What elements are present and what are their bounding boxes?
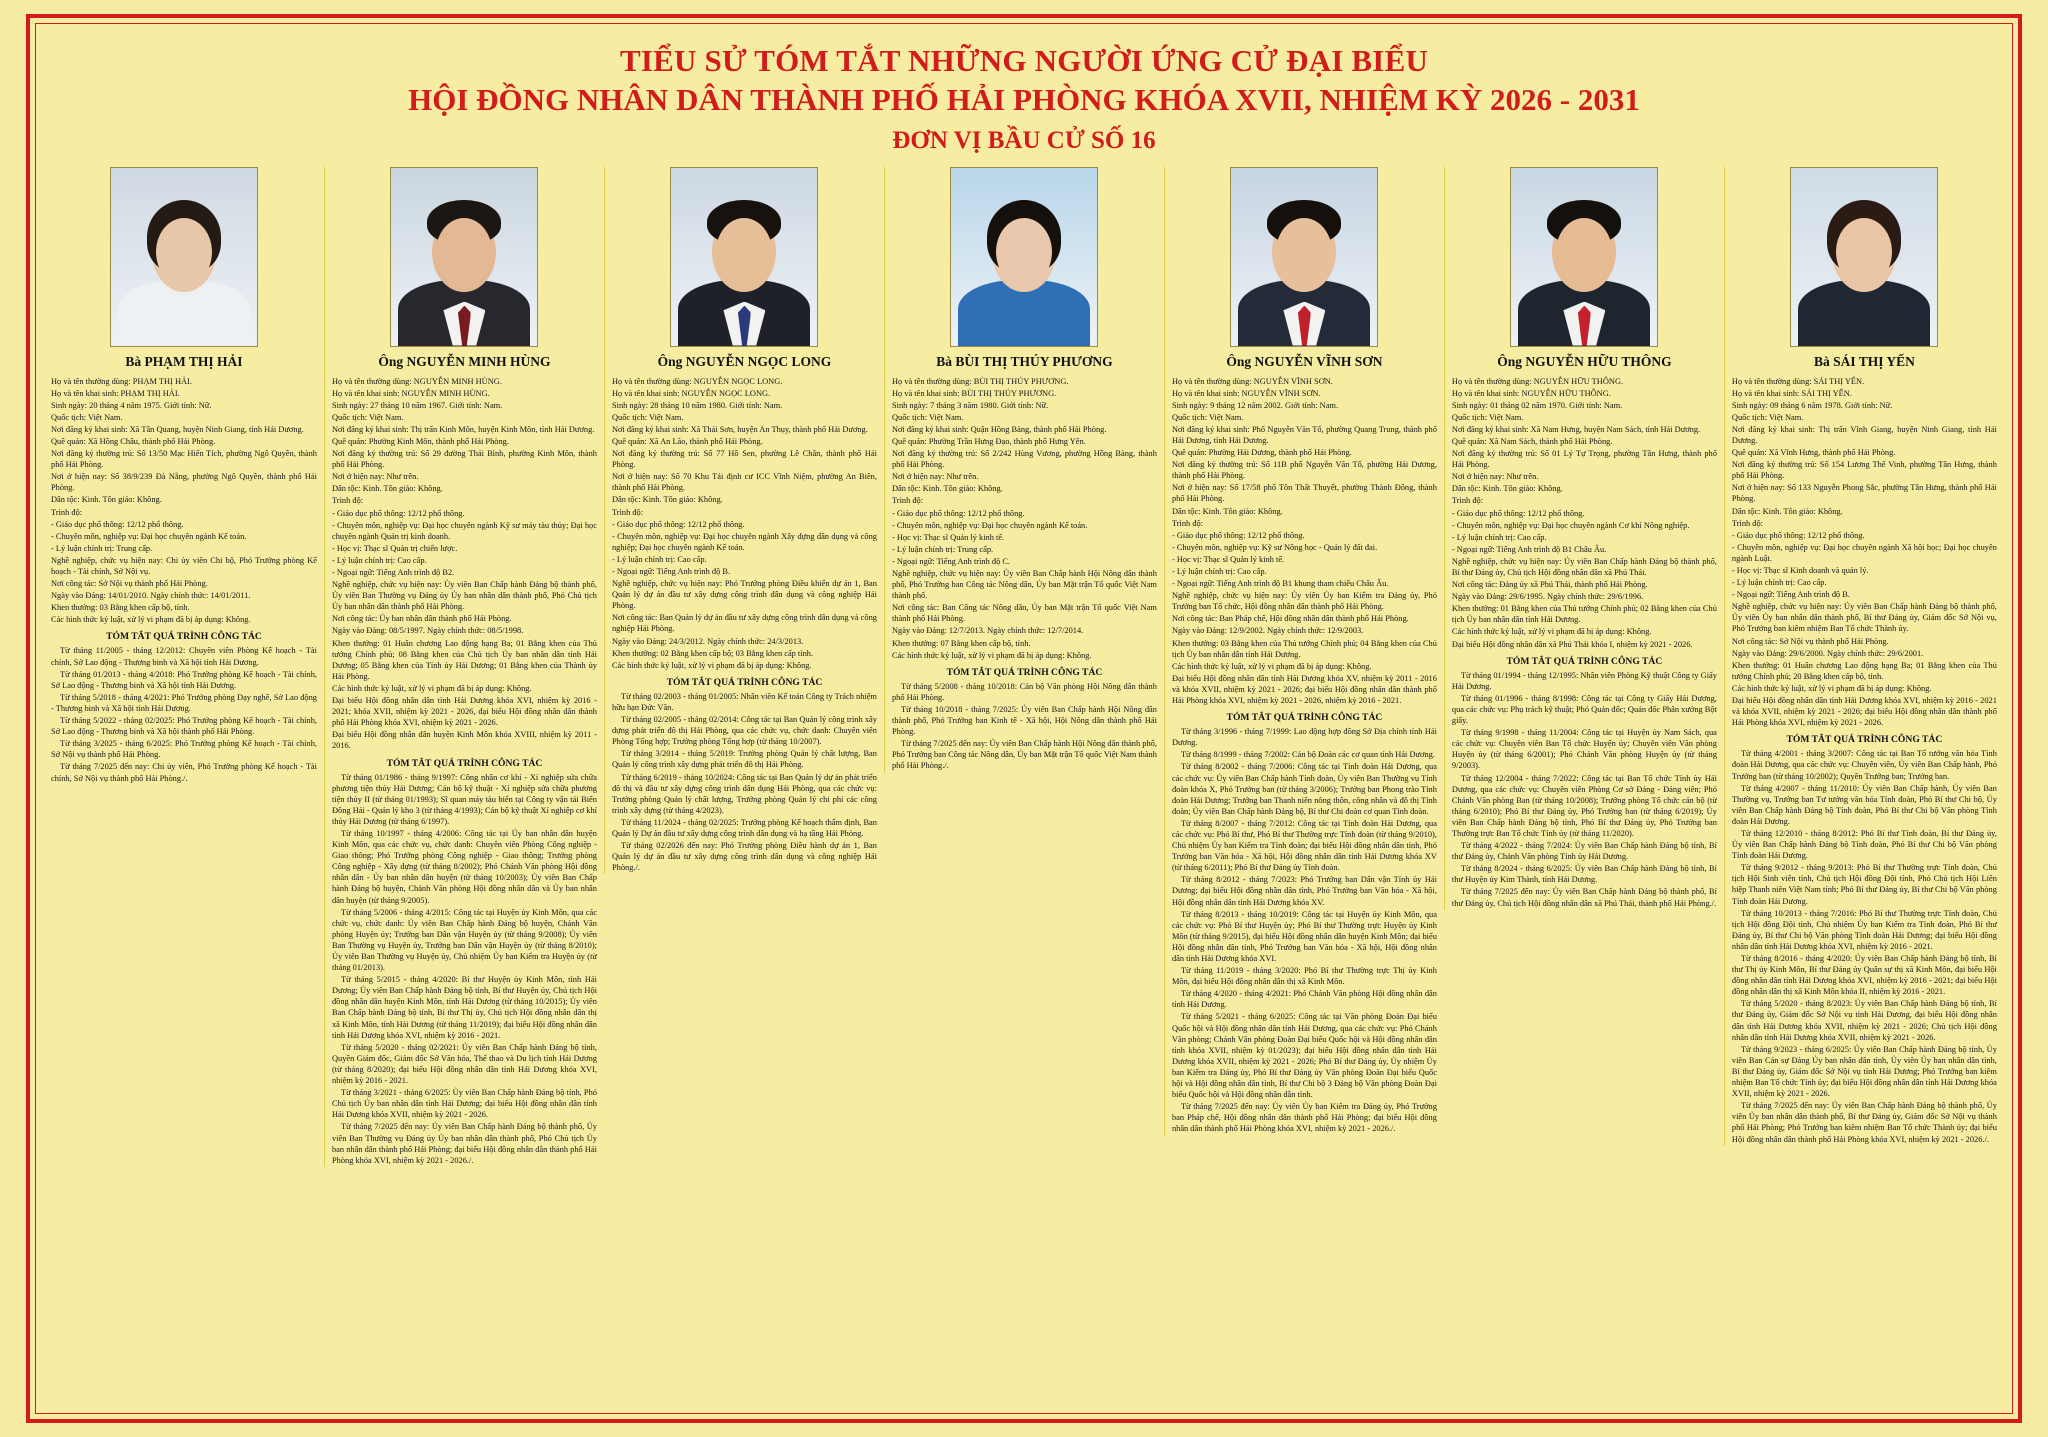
bio-line: - Chuyên môn, nghiệp vụ: Đại học chuyên ngành Kế toán. <box>51 531 247 541</box>
header-constituency: ĐƠN VỊ BẦU CỬ SỐ 16 <box>892 126 1156 154</box>
career-entry: Từ tháng 12/2010 - tháng 8/2012: Phó Bí thư Tỉnh đoàn, Bí thư Đảng ủy, Ủy viên Ban Chấp hành Đảng bộ Tỉnh đoàn, Phó Bí thư Chi bộ Văn phòng Tỉnh đoàn Hải Dương. <box>1731 828 1997 861</box>
bio-line: Nơi công tác: Ủy ban nhân dân thành phố Hải Phòng. <box>331 614 512 624</box>
candidate-bio <box>332 376 597 752</box>
bio-line: - Ngoại ngữ: Tiếng Anh trình độ B2. <box>331 568 455 577</box>
career-entry: Từ tháng 8/2012 - tháng 7/2023: Phó Trưởng ban Dân vận Tỉnh ủy Hải Dương; đại biểu Hội đồng nhân dân tỉnh, Phó Trưởng ban Văn hóa - Xã hội, Hội đồng nhân dân tỉnh Hải Dương khóa XV. <box>1171 875 1437 907</box>
bio-line: - Ngoại ngữ: Tiếng Anh trình độ B1 khung tham chiếu Châu Âu. <box>1171 579 1389 589</box>
bio-line: - Lý luận chính trị: Trung cấp. <box>51 543 153 553</box>
candidate-photo <box>950 167 1098 347</box>
candidate-photo <box>110 167 258 347</box>
candidate-photo-wrap <box>1732 167 1997 347</box>
career-entry: Từ tháng 10/1997 - tháng 4/2006: Công tác tại Ủy ban nhân dân huyện Kinh Môn, qua các chức vụ, chức danh: Chuyên viên Phòng Công nghiệp - Giao thông; Phó Trưởng phòng Công nghiệp - Giao thông; Trưởng phòng Công nghiệp - Xây dựng (từ tháng 8/2002); Phó Chánh Văn phòng Hội đồng nhân dân - Ủy ban nhân dân huyện (từ tháng 10/2003); Ủy viên Ban Chấp hành Đảng bộ huyện, Chánh Văn phòng Hội đồng nhân dân và Ủy ban nhân dân huyện (từ tháng 9/2005). <box>331 828 597 905</box>
bio-line: - Ngoại ngữ: Tiếng Anh trình độ B1 Châu Âu. <box>1451 544 1607 554</box>
career-entry: Từ tháng 7/2025 đến nay: Ủy viên Ủy ban Kiểm tra Đảng ủy, Phó Trưởng ban Pháp chế, Hội đồng nhân dân thành phố Hải Phòng; đại biểu Hội đồng nhân dân thành phố Hải Phòng khóa XVI, nhiệm kỳ 2021 - 2026./. <box>1171 1102 1437 1134</box>
career-entry: Từ tháng 5/2022 - tháng 02/2025: Phó Trưởng phòng Kế hoạch - Tài chính, Sở Lao động - Thương binh và Xã hội thành phố Hải Phòng. <box>51 716 317 737</box>
bio-line: Ngày vào Đảng: 14/01/2010. Ngày chính thức: 14/01/2011. <box>51 591 251 601</box>
bio-line: Họ và tên thường dùng: NGUYỄN VĨNH SƠN. <box>1171 376 1333 386</box>
candidate-photo-wrap <box>612 167 877 347</box>
bio-line: - Học vị: Thạc sĩ Quản trị chiến lược. <box>331 543 458 553</box>
career-entry: Từ tháng 11/2019 - tháng 3/2020: Phó Bí thư Thường trực Thị ủy Kinh Môn, đại biểu Hội đồng nhân dân thị xã Kinh Môn. <box>1171 966 1437 987</box>
career-section-title: TÓM TẮT QUÁ TRÌNH CÔNG TÁC <box>666 676 823 688</box>
bio-line: - Lý luận chính trị: Cao cấp. <box>611 554 707 564</box>
bio-line: Nơi đăng ký khai sinh: Quận Hồng Bàng, thành phố Hải Phòng. <box>891 424 1107 434</box>
bio-line: - Chuyên môn, nghiệp vụ: Đại học chuyên ngành Cơ khí Nông nghiệp. <box>1451 520 1690 530</box>
bio-line: Đại biểu Hội đồng nhân dân tỉnh Hải Dương khóa XVI, nhiệm kỳ 2016 - 2021; khóa XVII, nhiệm kỳ 2021 - 2026, đại biểu Hội đồng nhân dân thành phố Hải Phòng khóa XVI, nhiệm kỳ 2021 - 2026. <box>331 696 597 728</box>
bio-line: Các hình thức kỷ luật, xử lý vi phạm đã bị áp dụng: Không. <box>51 615 251 625</box>
bio-line: Nghề nghiệp, chức vụ hiện nay: Ủy viên Ban Chấp hành Đảng bộ thành phố, Ủy viên Ban Thường vụ Đảng ủy Ủy ban nhân dân thành phố, Phó Chủ tịch Ủy ban nhân dân thành phố Hải Phòng. <box>331 580 597 612</box>
bio-line: Khen thưởng: 01 Huân chương Lao động hạng Ba; 01 Bằng khen của Thủ tướng Chính phủ; 08 Bằng khen của Chủ tịch Ủy ban nhân dân tỉnh Hải Dương; 05 Bằng khen của Tỉnh ủy Hải Dương; 01 Bằng khen của Thành ủy Hải Phòng. <box>331 638 597 681</box>
bio-line: Ngày vào Đảng: 12/9/2002. Ngày chính thức: 12/9/2003. <box>1171 626 1364 636</box>
career-section-title: TÓM TẮT QUÁ TRÌNH CÔNG TÁC <box>106 631 262 643</box>
career-entry: Từ tháng 10/2018 - tháng 7/2025: Ủy viên Ban Chấp hành Hội Nông dân thành phố, Phó Trưởng ban Kinh tế - Xã hội, Hội Nông dân thành phố Hải Phòng. <box>891 704 1157 737</box>
candidate-bio <box>1172 376 1437 707</box>
career-entry: Từ tháng 9/2012 - tháng 9/2013: Phó Bí thư Thường trực Tỉnh đoàn, Chủ tịch Hội Sinh viên tỉnh, Chủ tịch Hội đồng Đội tỉnh, Phó Chủ tịch Hội Liên hiệp Thanh niên Việt Nam tỉnh; Phó Bí thư Đảng ủy, Bí thư Chi bộ Văn phòng Tỉnh đoàn Hải Dương. <box>1731 863 1997 906</box>
bio-line: Họ và tên thường dùng: NGUYỄN MINH HÙNG. <box>331 376 502 386</box>
bio-line: Ngày vào Đảng: 12/7/2013. Ngày chính thức: 12/7/2014. <box>891 626 1084 636</box>
candidate-column <box>44 167 324 785</box>
bio-line: Nơi ở hiện nay: Số 70 Khu Tái định cư ICC Vĩnh Niệm, phường An Biên, thành phố Hải Phòng. <box>611 472 877 493</box>
candidate-name: Ông NGUYỄN HỮU THÔNG <box>1497 353 1672 369</box>
bio-line: Nơi ở hiện nay: Như trên. <box>331 472 419 482</box>
career-section-title: TÓM TẮT QUÁ TRÌNH CÔNG TÁC <box>1506 655 1663 667</box>
bio-line: Khen thưởng: 01 Huân chương Lao động hạng Ba; 01 Bằng khen của Thủ tướng Chính phủ; 20 Bằng khen cấp bộ, tỉnh. <box>1731 660 1997 681</box>
candidate-name: Ông NGUYỄN MINH HÙNG <box>378 353 551 369</box>
bio-line: - Ngoại ngữ: Tiếng Anh trình độ B. <box>1731 590 1850 600</box>
bio-line: Trình độ: <box>1171 518 1204 528</box>
candidate-name: Ông NGUYỄN VĨNH SƠN <box>1226 353 1383 369</box>
career-entry: Từ tháng 4/2007 - tháng 11/2010: Ủy viên Ban Chấp hành, Ủy viên Ban Thường vụ, Trưởng ban Tư tưởng văn hóa Tỉnh đoàn, Phó Bí thư Chi bộ, Ủy viên Ban Chấp hành Đảng bộ Tỉnh đoàn, Phó Bí thư Chi bộ Văn phòng Tỉnh đoàn Hải Dương. <box>1731 783 1997 826</box>
bio-line: Nơi công tác: Ban Pháp chế, Hội đồng nhân dân thành phố Hải Phòng. <box>1171 614 1409 624</box>
bio-line: - Học vị: Thạc sĩ Quản lý kinh tế. <box>1171 554 1285 564</box>
header-title-line1: TIỂU SỬ TÓM TẮT NHỮNG NGƯỜI ỨNG CỬ ĐẠI BIỂU <box>619 43 1429 78</box>
bio-line: Các hình thức kỷ luật, xử lý vi phạm đã bị áp dụng: Không. <box>611 660 812 670</box>
candidate-bio <box>612 376 877 671</box>
candidate-photo <box>1510 167 1658 347</box>
bio-line: Trình độ: <box>51 507 83 517</box>
bio-line: Quốc tịch: Việt Nam. <box>891 412 964 422</box>
bio-line: Họ và tên khai sinh: NGUYỄN VĨNH SƠN. <box>1171 388 1321 398</box>
bio-line: Họ và tên khai sinh: NGUYỄN HỮU THÔNG. <box>1451 388 1611 398</box>
bio-line: Nơi đăng ký thường trú: Số 29 đường Thái Bình, phường Kinh Môn, thành phố Hải Phòng. <box>331 449 597 470</box>
bio-line: Trình độ: <box>1451 496 1484 506</box>
bio-line: Nơi đăng ký thường trú: Số 11B phố Nguyễn Văn Tố, phường Hải Dương, thành phố Hải Phòng. <box>1171 460 1437 481</box>
career-entry: Từ tháng 3/2025 - tháng 6/2025: Phó Trưởng phòng Kế hoạch - Tài chính, Sở Nội vụ thành phố Hải Phòng. <box>51 739 317 760</box>
bio-line: - Giáo dục phổ thông: 12/12 phổ thông. <box>51 519 184 529</box>
career-entry: Từ tháng 12/2004 - tháng 7/2022: Công tác tại Ban Tổ chức Tỉnh ủy Hải Dương, qua các chức vụ: Chuyên viên Phòng Cơ sở Đảng - Đảng viên; Phó Chánh Văn phòng Ban (từ tháng 10/2008); Trưởng phòng Tổ chức cán bộ (từ tháng 6/2010); Phó Bí thư Đảng ủy, Phó Trưởng ban (từ tháng 6/2019); Ủy viên Ban Chấp hành Đảng bộ tỉnh, Phó Bí thư Đảng ủy, Phó Trưởng ban Thường trực Ban Tổ chức Tỉnh ủy (từ tháng 11/2020). <box>1451 773 1717 838</box>
career-entry: Từ tháng 8/2007 - tháng 7/2012: Công tác tại Tỉnh đoàn Hải Dương, qua các chức vụ: Phó Bí thư, Phó Bí thư Thường trực Tỉnh đoàn (từ tháng 9/2010), Chủ nhiệm Ủy ban Kiểm tra Tỉnh đoàn; đại biểu Hội đồng nhân dân tỉnh, Phó Trưởng ban Văn hóa - Xã hội, Hội đồng nhân dân tỉnh Hải Dương khóa XV (từ tháng 6/2011); Phó Bí thư Đảng ủy Tỉnh đoàn. <box>1171 818 1437 873</box>
bio-line: - Giáo dục phổ thông: 12/12 phổ thông. <box>1171 530 1305 540</box>
bio-line: Các hình thức kỷ luật, xử lý vi phạm đã bị áp dụng: Không. <box>1451 627 1652 637</box>
career-section-title: TÓM TẮT QUÁ TRÌNH CÔNG TÁC <box>1226 712 1383 724</box>
header-title-line2: HỘI ĐỒNG NHÂN DÂN THÀNH PHỐ HẢI PHÒNG KHÓA XVII, NHIỆM KỲ 2026 - 2031 <box>408 81 1640 117</box>
candidate-photo <box>670 167 818 347</box>
career-entry: Từ tháng 8/1999 - tháng 7/2002: Cán bộ Đoàn các cơ quan tỉnh Hải Dương. <box>1180 750 1435 760</box>
bio-line: Họ và tên thường dùng: NGUYỄN HỮU THÔNG. <box>1451 376 1624 386</box>
bio-line: Quê quán: Xã Vĩnh Hưng, thành phố Hải Phòng. <box>1731 448 1896 458</box>
bio-line: - Lý luận chính trị: Trung cấp. <box>891 544 994 554</box>
bio-line: Các hình thức kỷ luật, xử lý vi phạm đã bị áp dụng: Không. <box>331 683 532 693</box>
career-entry: Từ tháng 8/2002 - tháng 7/2006: Công tác tại Tỉnh đoàn Hải Dương, qua các chức vụ: Ủy viên Ban Chấp hành Tỉnh đoàn, Ủy viên Ban Thường vụ Tỉnh đoàn khóa X, Phó Trưởng ban (từ tháng 3/2006); Trưởng ban Phong trào Tỉnh đoàn Hải Dương; Trưởng ban Thanh niên nông thôn, công nhân và đô thị Tỉnh đoàn; Ủy viên Ban Chấp hành Đảng bộ, Bí thư Chi đoàn cơ quan Tỉnh đoàn. <box>1171 762 1437 816</box>
career-entry: Từ tháng 3/2014 - tháng 5/2019: Trưởng phòng Quản lý chất lượng, Ban Quản lý công trình xây dựng phát triển đô thị Hải Phòng. <box>611 749 877 770</box>
career-entry: Từ tháng 8/2024 - tháng 6/2025: Ủy viên Ban Chấp hành Đảng bộ tỉnh, Bí thư Huyện ủy Kim Thành, tỉnh Hải Dương. <box>1451 864 1717 885</box>
candidate-career <box>51 645 317 783</box>
bio-line: - Giáo dục phổ thông: 12/12 phổ thông. <box>1451 508 1585 518</box>
candidate-photo <box>1230 167 1378 347</box>
career-entry: Từ tháng 7/2025 đến nay: Ủy viên Ban Chấp hành Hội Nông dân thành phố, Phó Trưởng ban Công tác Nông dân, Ủy ban Mặt trận Tổ quốc Việt Nam thành phố Hải Phòng./. <box>891 739 1157 771</box>
bio-line: - Ngoại ngữ: Tiếng Anh trình độ B. <box>611 567 731 576</box>
bio-line: Đại biểu Hội đồng nhân dân tỉnh Hải Dương khóa XV, nhiệm kỳ 2011 - 2016 và khóa XVII, nhiệm kỳ 2021 - 2026; đại biểu Hội đồng nhân dân thành phố Hải Phòng khóa XVI, nhiệm kỳ 2021 - 2026, nhiệm kỳ 2016 - 2021. <box>1171 673 1437 706</box>
bio-line: Đại biểu Hội đồng nhân dân huyện Kinh Môn khóa XVIII, nhiệm kỳ 2011 - 2016. <box>331 730 597 751</box>
career-entry: Từ tháng 4/2020 - tháng 4/2021: Phó Chánh Văn phòng Hội đồng nhân dân tỉnh Hải Dương. <box>1171 989 1437 1010</box>
bio-line: Sinh ngày: 20 tháng 4 năm 1975. Giới tính: Nữ. <box>51 400 212 410</box>
bio-line: Trình độ: <box>331 496 364 506</box>
candidate-career <box>1732 748 1997 1144</box>
bio-line: - Chuyên môn, nghiệp vụ: Đại học chuyên ngành Kỹ sư máy tàu thủy; Đại học chuyên ngành Quản trị kinh doanh. <box>331 520 597 541</box>
bio-line: Đại biểu Hội đồng nhân dân xã Phú Thái khóa I, nhiệm kỳ 2021 - 2026. <box>1451 639 1693 649</box>
candidate-career <box>612 691 877 874</box>
bio-line: - Chuyên môn, nghiệp vụ: Kỹ sư Nông học - Quản lý đất đai. <box>1171 542 1378 552</box>
career-entry: Từ tháng 5/2018 - tháng 4/2021: Phó Trưởng phòng Dạy nghề, Sở Lao động - Thương binh và Xã hội tỉnh Hải Dương. <box>51 692 317 713</box>
career-entry: Từ tháng 01/1994 - tháng 12/1995: Nhân viên Phòng Kỹ thuật Công ty Giấy Hải Dương. <box>1451 670 1717 691</box>
career-entry: Từ tháng 01/1996 - tháng 8/1998: Công tác tại Công ty Giấy Hải Dương, qua các chức vụ: Phụ trách kỹ thuật; Phó Quản đốc; Quản đốc Phân xưởng Bột giấy. <box>1451 693 1717 726</box>
bio-line: Nơi đăng ký thường trú: Số 77 Hồ Sen, phường Lê Chân, thành phố Hải Phòng. <box>611 449 877 470</box>
bio-line: Quốc tịch: Việt Nam. <box>1171 412 1244 422</box>
bio-line: Dân tộc: Kinh. Tôn giáo: Không. <box>1451 484 1563 494</box>
bio-line: Sinh ngày: 9 tháng 12 năm 2002. Giới tính: Nam. <box>1171 400 1339 410</box>
candidate-photo <box>1790 167 1938 347</box>
bio-line: Họ và tên thường dùng: SÁI THỊ YẾN. <box>1731 376 1865 386</box>
career-entry: Từ tháng 3/1996 - tháng 7/1999: Lao động hợp đồng Sở Địa chính tỉnh Hải Dương. <box>1171 727 1437 748</box>
career-entry: Từ tháng 9/2023 - tháng 6/2025: Ủy viên Ban Chấp hành Đảng bộ tỉnh, Ủy viên Ban Cán sự Đảng Ủy ban nhân dân tỉnh, Ủy viên Ủy ban nhân dân tỉnh, Bí thư Đảng ủy, Giám đốc Sở Nội vụ tỉnh Hải Dương; Phó Trưởng ban kiêm nhiệm Ban Tổ chức Tỉnh ủy; đại biểu Hội đồng nhân dân tỉnh Hải Dương khóa XVII, nhiệm kỳ 2021 - 2026. <box>1731 1044 1997 1099</box>
career-entry: Từ tháng 11/2005 - tháng 12/2012: Chuyên viên Phòng Kế hoạch - Tài chính, Sở Lao động - Thương binh và Xã hội tỉnh Hải Dương. <box>51 646 317 667</box>
bio-line: Họ và tên thường dùng: NGUYỄN NGỌC LONG. <box>611 376 783 386</box>
candidate-bio <box>1452 376 1717 650</box>
career-entry: Từ tháng 7/2025 đến nay: Ủy viên Ban Chấp hành Đảng bộ thành phố, Ủy viên Ban Thường vụ Đảng ủy Ủy ban nhân dân thành phố, Phó Chủ tịch Ủy ban nhân dân thành phố Hải Phòng; đại biểu Hội đồng nhân dân thành phố Hải Phòng khóa XVI, nhiệm kỳ 2021 - 2026./. <box>331 1122 597 1165</box>
candidate-column <box>324 167 604 1167</box>
career-entry: Từ tháng 4/2022 - tháng 7/2024: Ủy viên Ban Chấp hành Đảng bộ tỉnh, Bí thư Đảng ủy, Chánh Văn phòng Tỉnh ủy Hải Dương. <box>1451 841 1717 862</box>
candidate-column <box>884 167 1164 773</box>
career-entry: Từ tháng 10/2013 - tháng 7/2016: Phó Bí thư Thường trực Tỉnh đoàn, Chủ tịch Hội đồng Đội tỉnh, Chủ nhiệm Ủy ban Kiểm tra Tỉnh đoàn, Phó Bí thư Đảng ủy, Bí thư Chi bộ Văn phòng Tỉnh đoàn Hải Dương; đại biểu Hội đồng nhân dân tỉnh Hải Dương khóa XVI, nhiệm kỳ 2016 - 2021. <box>1731 908 1997 951</box>
bio-line: Họ và tên khai sinh: NGUYỄN MINH HÙNG. <box>331 388 490 398</box>
bio-line: - Lý luận chính trị: Cao cấp. <box>1731 578 1827 588</box>
bio-line: Nghề nghiệp, chức vụ hiện nay: Phó Trưởng phòng Điều khiển dự án 1, Ban Quản lý dự án đầu tư xây dựng công trình dân dụng và công nghiệp Hải Phòng. <box>611 579 877 611</box>
bio-line: Ngày vào Đảng: 08/5/1997. Ngày chính thức: 08/5/1998. <box>331 626 524 636</box>
candidate-photo-wrap <box>51 167 317 347</box>
bio-line: Các hình thức kỷ luật, xử lý vi phạm đã bị áp dụng: Không. <box>891 650 1092 660</box>
career-entry: Từ tháng 4/2001 - tháng 3/2007: Công tác tại Ban Tổ tướng văn hóa Tỉnh đoàn Hải Dương, qua các chức vụ: Chuyên viên, Ủy viên Ban Chấp hành, Phó Trưởng ban (từ tháng 10/2002); Quyền Trưởng ban; Trưởng ban. <box>1731 749 1997 781</box>
bio-line: Nơi công tác: Ban Công tác Nông dân, Ủy ban Mặt trận Tổ quốc Việt Nam thành phố Hải Phòng. <box>891 603 1157 624</box>
bio-line: - Lý luận chính trị: Cao cấp. <box>1171 567 1267 576</box>
career-section-title: TÓM TẮT QUÁ TRÌNH CÔNG TÁC <box>386 757 543 769</box>
bio-line: - Giáo dục phổ thông: 12/12 phổ thông. <box>611 519 745 529</box>
career-section-title: TÓM TẮT QUÁ TRÌNH CÔNG TÁC <box>1786 734 1943 746</box>
bio-line: Ngày vào Đảng: 24/3/2012. Ngày chính thức: 24/3/2013. <box>611 636 804 646</box>
bio-line: Nơi ở hiện nay: Số 133 Nguyễn Phong Sắc, phường Tân Hưng, thành phố Hải Phòng. <box>1731 483 1997 504</box>
bio-line: Nơi công tác: Sở Nội vụ thành phố Hải Phòng. <box>51 579 208 589</box>
candidate-name: Bà SÁI THỊ YẾN <box>1813 353 1915 369</box>
bio-line: Quê quán: Phường Kinh Môn, thành phố Hải Phòng. <box>331 436 509 446</box>
career-entry: Từ tháng 5/2021 - tháng 6/2025: Công tác tại Văn phòng Đoàn Đại biểu Quốc hội và Hội đồng nhân dân tỉnh Hải Dương, qua các chức vụ: Phó Chánh Văn phòng; Chánh Văn phòng Đoàn Đại biểu Quốc hội và Hội đồng nhân dân tỉnh khóa XVII, nhiệm kỳ 01/2023); đại biểu Hội đồng nhân dân tỉnh Hải Dương khóa XVII, nhiệm kỳ 2021 - 2026; Phó Bí thư Đảng ủy, Ủy nhiệm Ủy ban Kiểm tra Đảng ủy, Phó Bí thư Đảng ủy Văn phòng Đoàn Đại biểu Quốc hội và Hội đồng nhân dân tỉnh, Bí thư Chi bộ 3 Đảng bộ Văn phòng Đoàn Đại biểu Quốc hội và Hội đồng nhân dân tỉnh. <box>1171 1012 1437 1100</box>
bio-line: - Giáo dục phổ thông: 12/12 phổ thông. <box>331 508 465 518</box>
bio-line: - Lý luận chính trị: Cao cấp. <box>331 555 427 565</box>
bio-line: Ngày vào Đảng: 29/6/2000. Ngày chính thức: 29/6/2001. <box>1731 648 1924 658</box>
candidate-photo-wrap <box>892 167 1157 347</box>
career-entry: Từ tháng 7/2025 đến nay: Ủy viên Ban Chấp hành Đảng bộ thành phố, Ủy viên Ủy ban nhân dân thành phố, Bí thư Đảng ủy, Giám đốc Sở Nội vụ thành phố Hải Phòng; Phó Trưởng ban kiêm nhiệm Ban Tổ chức Thành ủy; đại biểu Hội đồng nhân dân thành phố Hải Phòng khóa XVI, nhiệm kỳ 2021 - 2026./. <box>1731 1101 1997 1144</box>
bio-line: Quê quán: Phường Trần Hưng Đạo, thành phố Hưng Yên. <box>891 436 1086 446</box>
candidate-column <box>1444 167 1724 910</box>
bio-line: Nghề nghiệp, chức vụ hiện nay: Ủy viên Ban Chấp hành Hội Nông dân thành phố, Phó Trưởng ban Công tác Nông dân, Ủy ban Mặt trận Tổ quốc Việt Nam thành phố. <box>891 569 1157 601</box>
bio-line: Dân tộc: Kinh. Tôn giáo: Không. <box>891 484 1003 494</box>
candidate-column <box>604 167 884 875</box>
bio-line: Trình độ: <box>891 496 924 506</box>
bio-line: Sinh ngày: 27 tháng 10 năm 1967. Giới tính: Nam. <box>331 400 503 410</box>
bio-line: Quê quán: Xã Hồng Châu, thành phố Hải Phòng. <box>51 436 216 446</box>
bio-line: Trình độ: <box>611 507 644 517</box>
bio-line: Nơi đăng ký khai sinh: Phố Nguyễn Văn Tố, phường Quang Trung, thành phố Hải Dương, tỉnh Hải Dương. <box>1171 424 1437 445</box>
bio-line: - Ngoại ngữ: Tiếng Anh trình độ C. <box>891 556 1011 566</box>
candidate-column <box>1164 167 1444 1136</box>
bio-line: Nơi đăng ký khai sinh: Thị trấn Vĩnh Giang, huyện Ninh Giang, tỉnh Hải Dương. <box>1731 424 1997 445</box>
bio-line: Quốc tịch: Việt Nam. <box>1451 412 1524 422</box>
bio-line: Nghề nghiệp, chức vụ hiện nay: Ủy viên Ủy ban Kiểm tra Đảng ủy, Phó Trưởng ban Tổ chức, Hội đồng nhân dân thành phố Hải Phòng. <box>1171 591 1437 612</box>
bio-line: Quốc tịch: Việt Nam. <box>51 412 123 422</box>
bio-line: Nghề nghiệp, chức vụ hiện nay: Ủy viên Ban Chấp hành Đảng bộ thành phố, Ủy viên Ủy ban nhân dân thành phố, Bí thư Đảng ủy, Giám đốc Sở Nội vụ, Phó Trưởng ban kiêm nhiệm Ban Tổ chức Thành ủy. <box>1731 602 1997 634</box>
bio-line: - Lý luận chính trị: Cao cấp. <box>1451 532 1547 542</box>
career-entry: Từ tháng 7/2025 đến nay: Ủy viên Ban Chấp hành Đảng bộ thành phố, Bí thư Đảng ủy, Chủ tịch Hội đồng nhân dân xã Phú Thái, thành phố Hải Phòng./. <box>1451 887 1717 908</box>
candidate-bio <box>1732 376 1997 729</box>
career-entry: Từ tháng 8/2013 - tháng 10/2019: Công tác tại Huyện ủy Kinh Môn, qua các chức vụ: Phó Bí thư Huyện ủy; Phó Bí thư Thường trực Huyện ủy Kinh Môn (từ tháng 9/2015), đại biểu Hội đồng nhân dân huyện Kinh Môn; đại biểu Hội đồng nhân dân tỉnh, Phó Trưởng ban Văn hóa - Xã hội, Hội đồng nhân dân tỉnh Hải Dương khóa XVI. <box>1171 909 1437 963</box>
bio-line: Nơi ở hiện nay: Số 17/58 phố Tôn Thất Thuyết, phường Thành Đông, thành phố Hải Phòng. <box>1171 483 1437 504</box>
career-entry: Từ tháng 02/2003 - tháng 01/2005: Nhân viên Kế toán Công ty Trách nhiệm hữu hạn Đức Văn. <box>611 691 877 712</box>
candidate-career <box>1452 670 1717 909</box>
bio-line: Họ và tên thường dùng: BÙI THỊ THÚY PHƯƠNG. <box>891 376 1069 386</box>
bio-line: Họ và tên khai sinh: BÙI THỊ THÚY PHƯƠNG. <box>891 388 1057 398</box>
bio-line: Dân tộc: Kinh. Tôn giáo: Không. <box>331 484 443 494</box>
bio-line: Quốc tịch: Việt Nam. <box>1731 412 1804 422</box>
bio-line: Quê quán: Phường Hải Dương, thành phố Hải Phòng. <box>1171 448 1352 458</box>
bio-line: Nơi công tác: Sở Nội vụ thành phố Hải Phòng. <box>1731 636 1889 646</box>
career-entry: Từ tháng 5/2015 - tháng 4/2020: Bí thư Huyện ủy Kinh Môn, tỉnh Hải Dương; Ủy viên Ban Chấp hành Đảng bộ tỉnh, Bí thư Huyện ủy, Chủ tịch Hội đồng nhân dân huyện Kinh Môn, tỉnh Hải Dương (từ tháng 10/2015); Ủy viên Ban Chấp hành Đảng bộ tỉnh, Bí thư Thị ủy, Chủ tịch Hội đồng nhân dân thị xã Kinh Môn, tỉnh Hải Dương (từ tháng 11/2019); đại biểu Hội đồng nhân dân tỉnh Hải Dương khóa XVI, nhiệm kỳ 2016 - 2021. <box>331 975 597 1040</box>
candidate-name: Bà BÙI THỊ THÚY PHƯƠNG <box>936 353 1113 369</box>
bio-line: Các hình thức kỷ luật, xử lý vi phạm đã bị áp dụng: Không. <box>1731 683 1932 693</box>
bio-line: Nơi đăng ký thường trú: Số 01 Lý Tự Trọng, phường Tân Hưng, thành phố Hải Phòng. <box>1451 449 1717 470</box>
bio-line: Dân tộc: Kinh. Tôn giáo: Không. <box>1171 506 1283 516</box>
career-entry: Từ tháng 01/1986 - tháng 9/1997: Công nhân cơ khí - Xí nghiệp sửa chữa phương tiện thủy Hải Dương; Cán bộ kỹ thuật - Xí nghiệp sửa chữa phương tiện thủy II (từ tháng 01/1993); Sĩ quan máy tàu biển tại Công ty vận tải Biển Đông Hải - Quản lý kho 3 (từ tháng 4/1993); Cán bộ kỹ thuật Xí nghiệp cơ khí thủy Hải Dương (từ tháng 6/1997). <box>331 772 597 826</box>
bio-line: - Giáo dục phổ thông: 12/12 phổ thông. <box>1731 530 1865 540</box>
candidate-photo-wrap <box>1452 167 1717 347</box>
poster-header <box>44 42 2004 155</box>
career-entry: Từ tháng 5/2020 - tháng 02/2021: Ủy viên Ban Chấp hành Đảng bộ tỉnh, Quyền Giám đốc, Giám đốc Sở Văn hóa, Thể thao và Du lịch tỉnh Hải Dương (từ tháng 8/2020); đại biểu Hội đồng nhân dân tỉnh Hải Dương khóa XVI, nhiệm kỳ 2016 - 2021. <box>331 1042 597 1086</box>
career-section-title: TÓM TẮT QUÁ TRÌNH CÔNG TÁC <box>946 666 1103 678</box>
candidate-career <box>892 681 1157 772</box>
poster-content <box>44 30 2004 1409</box>
bio-line: Họ và tên khai sinh: NGUYỄN NGỌC LONG. <box>611 388 771 398</box>
career-entry: Từ tháng 5/2006 - tháng 4/2015: Công tác tại Huyện ủy Kinh Môn, qua các chức vụ, chức danh: Ủy viên Ban Chấp hành Đảng bộ huyện, Chánh Văn phòng Huyện ủy; Trưởng ban Dân vận Huyện ủy (từ tháng 9/2008); Ủy viên Ban Thường vụ Huyện ủy, Trưởng ban Dân vận Huyện ủy (từ tháng 8/2010); Ủy viên Ban Thường vụ Huyện ủy, Chủ nhiệm Ủy ban Kiểm tra Huyện ủy (từ tháng 01/2013). <box>331 907 597 973</box>
career-entry: Từ tháng 9/1998 - tháng 11/2004: Công tác tại Huyện ủy Nam Sách, qua các chức vụ: Chuyên viên Ban Tổ chức Huyện ủy; Chuyên viên Văn phòng Huyện ủy (từ tháng 6/2001); Phó Chánh Văn phòng Huyện ủy (từ tháng 9/2003). <box>1451 728 1717 771</box>
candidate-career <box>1172 726 1437 1134</box>
bio-line: Nơi công tác: Ban Quản lý dự án đầu tư xây dựng công trình dân dụng và công nghiệp Hải Phòng. <box>611 613 877 634</box>
bio-line: Họ và tên khai sinh: SÁI THỊ YẾN. <box>1731 388 1852 398</box>
bio-line: Quốc tịch: Việt Nam. <box>611 412 684 422</box>
bio-line: - Chuyên môn, nghiệp vụ: Đại học chuyên ngành Xã hội học; Đại học chuyên ngành Luật. <box>1731 542 1997 563</box>
bio-line: Nơi đăng ký thường trú: Số 2/242 Hùng Vương, phường Hồng Bàng, thành phố Hải Phòng. <box>891 449 1157 470</box>
bio-line: Dân tộc: Kinh. Tôn giáo: Không. <box>1731 506 1843 516</box>
bio-line: Nơi đăng ký khai sinh: Xã Tân Quang, huyện Ninh Giang, tỉnh Hải Dương. <box>51 424 304 434</box>
career-entry: Từ tháng 01/2013 - tháng 4/2018: Phó Trưởng phòng Kế hoạch - Tài chính, Sở Lao động - Thương binh và Xã hội tỉnh Hải Dương. <box>51 669 317 690</box>
career-entry: Từ tháng 5/2008 - tháng 10/2018: Cán bộ Văn phòng Hội Nông dân thành phố Hải Phòng. <box>891 681 1157 702</box>
bio-line: Nghề nghiệp, chức vụ hiện nay: Ủy viên Ban Chấp hành Đảng bộ thành phố, Bí thư Đảng ủy, Chủ tịch Hội đồng nhân dân xã Phú Thái. <box>1451 556 1717 577</box>
bio-line: Họ và tên khai sinh: PHẠM THỊ HẢI. <box>51 388 180 398</box>
candidate-bio <box>51 376 317 626</box>
bio-line: Nghề nghiệp, chức vụ hiện nay: Chi ủy viên Chi bộ, Phó Trưởng phòng Kế hoạch - Tài chính, Sở Nội vụ. <box>51 555 317 576</box>
bio-line: Nơi đăng ký thường trú: Số 13/50 Mạc Hiển Tích, phường Ngô Quyền, thành phố Hải Phòng. <box>51 449 317 470</box>
bio-line: Dân tộc: Kinh. Tôn giáo: Không. <box>51 495 162 505</box>
bio-line: Khen thưởng: 01 Bằng khen của Thủ tướng Chính phủ; 02 Bằng khen của Chủ tịch Ủy ban nhân dân tỉnh Hải Dương. <box>1451 604 1717 625</box>
bio-line: Các hình thức kỷ luật, xử lý vi phạm đã bị áp dụng: Không. <box>1171 661 1372 671</box>
career-entry: Từ tháng 3/2021 - tháng 6/2025: Ủy viên Ban Chấp hành Đảng bộ tỉnh, Phó Chủ tịch Ủy ban nhân dân tỉnh Hải Dương; đại biểu Hội đồng nhân dân tỉnh Hải Dương khóa XVII, nhiệm kỳ 2021 - 2026. <box>331 1088 597 1120</box>
candidate-career <box>332 772 597 1166</box>
career-entry: Từ tháng 11/2024 - tháng 02/2025: Trưởng phòng Kế hoạch thẩm định, Ban Quản lý Dự án đầu tư xây dựng công trình dân dụng và hạ tầng Hải Phòng. <box>611 817 877 838</box>
bio-line: Sinh ngày: 28 tháng 10 năm 1980. Giới tính: Nam. <box>611 400 783 410</box>
bio-line: Ngày vào Đảng: 29/6/1995. Ngày chính thức: 29/6/1996. <box>1451 592 1644 602</box>
candidate-photo <box>390 167 538 347</box>
bio-line: - Học vị: Thạc sĩ Quản lý kinh tế. <box>891 532 1005 542</box>
candidate-name: Bà PHẠM THỊ HẢI <box>125 353 243 369</box>
bio-line: Nơi ở hiện nay: Số 38/9/239 Đà Nẵng, phường Ngô Quyền, thành phố Hải Phòng. <box>51 472 317 493</box>
candidate-column <box>1724 167 2004 1146</box>
career-entry: Từ tháng 02/2005 - tháng 02/2014: Công tác tại Ban Quản lý công trình xây dựng phát triển đô thị Hải Phòng, qua các chức vụ, chức danh: Chuyên viên Phòng Tổng hợp; Trưởng phòng Tổng hợp (từ tháng 10/2007). <box>611 715 877 747</box>
bio-line: Nơi ở hiện nay: Như trên. <box>1451 472 1539 482</box>
bio-line: Sinh ngày: 7 tháng 3 năm 1980. Giới tính: Nữ. <box>891 400 1049 410</box>
bio-line: Khen thưởng: 03 Bằng khen của Thủ tướng Chính phủ; 04 Bằng khen của Chủ tịch Ủy ban nhân dân tỉnh Hải Dương. <box>1171 638 1437 659</box>
bio-line: Khen thưởng: 02 Bằng khen cấp bộ; 03 Bằng khen cấp tỉnh. <box>611 648 814 658</box>
bio-line: Quê quán: Xã An Lão, thành phố Hải Phòng. <box>611 436 763 446</box>
bio-line: Trình độ: <box>1731 518 1764 528</box>
bio-line: Khen thưởng: 03 Bằng khen cấp bộ, tỉnh. <box>51 603 190 613</box>
candidate-photo-wrap <box>332 167 597 347</box>
candidate-bio <box>892 376 1157 661</box>
candidate-columns <box>44 167 2004 1167</box>
bio-line: Sinh ngày: 09 tháng 6 năm 1978. Giới tính: Nữ. <box>1731 400 1893 410</box>
bio-line: Quê quán: Xã Nam Sách, thành phố Hải Phòng. <box>1451 436 1613 446</box>
bio-line: Họ và tên thường dùng: PHẠM THỊ HẢI. <box>51 376 192 386</box>
bio-line: Nơi đăng ký thường trú: Số 154 Lương Thế Vinh, phường Tân Hưng, thành phố Hải Phòng. <box>1731 460 1997 481</box>
bio-line: Sinh ngày: 01 tháng 02 năm 1970. Giới tính: Nam. <box>1451 400 1623 410</box>
bio-line: Nơi ở hiện nay: Như trên. <box>891 472 979 482</box>
bio-line: Khen thưởng: 07 Bằng khen cấp bộ, tỉnh. <box>891 638 1031 648</box>
career-entry: Từ tháng 8/2016 - tháng 4/2020: Ủy viên Ban Chấp hành Đảng bộ tỉnh, Bí thư Thị ủy Kinh Môn, Bí thư Đảng ủy Quân sự thị xã Kinh Môn, đại biểu Hội đồng nhân dân tỉnh Hải Dương khóa XVI, nhiệm kỳ 2016 - 2021; đại biểu Hội đồng nhân dân thị xã Kinh Môn khóa II, nhiệm kỳ 2016 - 2021. <box>1731 954 1997 997</box>
bio-line: - Chuyên môn, nghiệp vụ: Đại học chuyên ngành Kế toán. <box>891 520 1088 530</box>
bio-line: - Giáo dục phổ thông: 12/12 phổ thông. <box>891 508 1025 518</box>
candidate-photo-wrap <box>1172 167 1437 347</box>
bio-line: - Học vị: Thạc sĩ Kinh doanh và quản lý. <box>1731 566 1869 575</box>
bio-line: Dân tộc: Kinh. Tôn giáo: Không. <box>611 495 723 505</box>
bio-line: Nơi công tác: Đảng ủy xã Phú Thái, thành phố Hải Phòng. <box>1451 580 1648 590</box>
career-entry: Từ tháng 6/2019 - tháng 10/2024: Công tác tại Ban Quản lý dự án phát triển đô thị và đầu tư xây dựng công trình dân dụng Hải Phòng, qua các chức vụ: Trưởng phòng Quản lý chất lượng, Trưởng phòng Quản lý chi phí các công trình xây dựng (từ tháng 4/2023). <box>611 772 877 815</box>
career-entry: Từ tháng 7/2025 đến nay: Chi ủy viên, Phó Trưởng phòng Kế hoạch - Tài chính, Sở Nội vụ thành phố Hải Phòng./. <box>51 762 317 783</box>
career-entry: Từ tháng 5/2020 - tháng 8/2023: Ủy viên Ban Chấp hành Đảng bộ tỉnh, Bí thư Đảng ủy, Giám đốc Sở Nội vụ tỉnh Hải Dương, đại biểu Hội đồng nhân dân tỉnh Hải Dương khóa XVII, nhiệm kỳ 2021 - 2026; Chủ tịch Hội đồng nhân dân tỉnh Hải Dương khóa XVII, nhiệm kỳ 2021 - 2026. <box>1731 999 1997 1042</box>
bio-line: Đại biểu Hội đồng nhân dân tỉnh Hải Dương khóa XVI, nhiệm kỳ 2016 - 2021 và khóa XVII, nhiệm kỳ 2021 - 2026; đại biểu Hội đồng nhân dân thành phố Hải Phòng khóa XVI, nhiệm kỳ 2021 - 2026. <box>1731 696 1997 728</box>
bio-line: Quốc tịch: Việt Nam. <box>331 412 404 422</box>
candidate-name: Ông NGUYỄN NGỌC LONG <box>657 353 832 369</box>
bio-line: Nơi đăng ký khai sinh: Thị trấn Kinh Môn, huyện Kinh Môn, tỉnh Hải Dương. <box>331 424 595 434</box>
bio-line: - Chuyên môn, nghiệp vụ: Đại học chuyên ngành Xây dựng dân dụng và công nghiệp; Đại học chuyên ngành Kế toán. <box>611 531 877 552</box>
bio-line: Nơi đăng ký khai sinh: Xã Thái Sơn, huyện An Thụy, thành phố Hải Dương. <box>611 424 868 434</box>
bio-line: Nơi đăng ký khai sinh: Xã Nam Hưng, huyện Nam Sách, tỉnh Hải Dương. <box>1451 424 1701 434</box>
career-entry: Từ tháng 02/2026 đến nay: Phó Trưởng phòng Điều hành dự án 1, Ban Quản lý dự án đầu tư xây dựng công trình dân dụng và công nghiệp Hải Phòng./. <box>611 841 877 873</box>
